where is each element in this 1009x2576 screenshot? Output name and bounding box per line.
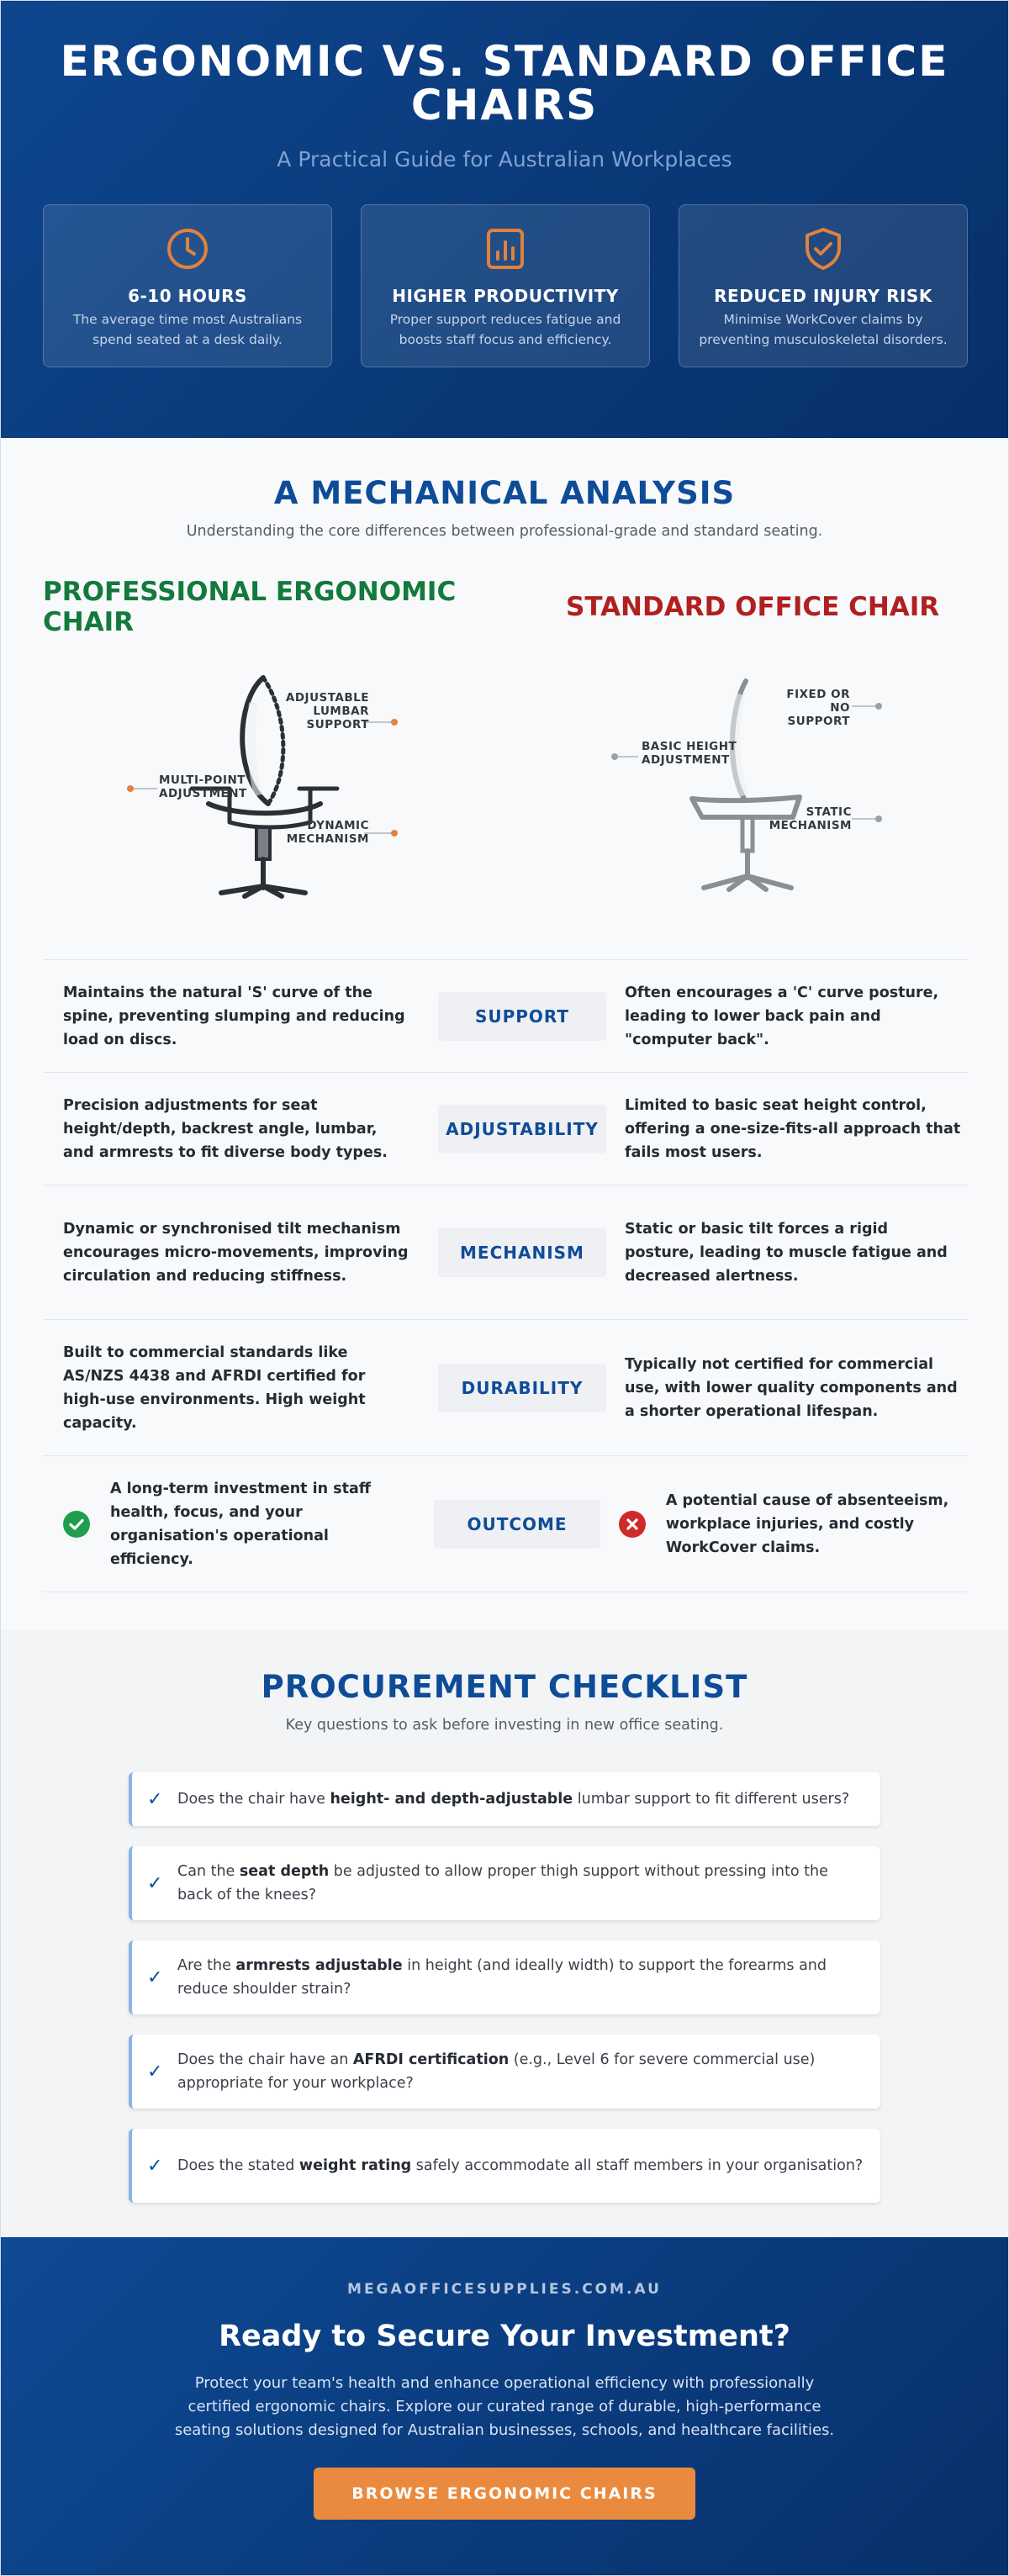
x-circle-icon (619, 1511, 646, 1538)
category-label: ADJUSTABILITY (438, 1105, 606, 1153)
comparison-row-durability (43, 1319, 968, 1455)
analysis-section (1, 438, 1008, 1630)
stat-desc: Proper support reduces fatigue and boosts staff focus and efficiency. (389, 312, 621, 347)
pro-chair-heading: PROFESSIONAL ERGONOMIC CHAIR (43, 577, 457, 637)
comparison-row-mechanism (43, 1185, 968, 1319)
stat-title: HIGHER PRODUCTIVITY (392, 286, 619, 306)
stat-title: 6-10 HOURS (128, 286, 247, 306)
check-icon: ✓ (147, 1788, 163, 1810)
clock-icon (164, 225, 211, 272)
stat-card-productivity (361, 204, 650, 367)
shield-check-icon (800, 225, 847, 272)
stat-card-hours (43, 204, 332, 367)
pro-support-text: Maintains the natural 'S' curve of the spine, preventing slumping and reducing load on discs. (63, 984, 405, 1048)
checklist-title: PROCUREMENT CHECKLIST (261, 1669, 748, 1705)
std-chair-heading: STANDARD OFFICE CHAIR (566, 592, 940, 622)
cta-title: Ready to Secure Your Investment? (219, 2320, 790, 2353)
pro-adjustability-text: Precision adjustments for seat height/depth, backrest angle, lumbar, and armrests to fit diverse body types. (63, 1096, 388, 1161)
pro-outcome (43, 1477, 407, 1571)
check-icon: ✓ (147, 1966, 163, 1988)
category-label: SUPPORT (438, 992, 606, 1041)
check-icon: ✓ (147, 2155, 163, 2177)
checklist-item (129, 1846, 880, 1920)
analysis-subtitle: Understanding the core differences between professional-grade and standard seating. (186, 523, 823, 540)
pro-mechanism-text: Dynamic or synchronised tilt mechanism encourages micro-movements, improving circulation and reducing stiffness. (63, 1220, 409, 1285)
chair-diagrams (1, 644, 1008, 935)
pro-label-lumbar: ADJUSTABLE LUMBAR SUPPORT (285, 691, 369, 731)
std-durability-text: Typically not certified for commercial use, with lower quality components and a shorter operational lifespan. (625, 1355, 958, 1420)
stat-cards (43, 204, 968, 367)
stat-desc: The average time most Australians spend seated at a desk daily. (72, 312, 303, 347)
stat-title: REDUCED INJURY RISK (714, 286, 932, 306)
category-label: MECHANISM (438, 1228, 606, 1277)
pro-label-mechanism: DYNAMIC MECHANISM (286, 819, 369, 846)
comparison-table (43, 959, 968, 1592)
checklist-item-text: Does the chair have an AFRDI certification (e.g., Level 6 for severe commercial use) appropriate for your workplace? (177, 2051, 816, 2092)
chair-headings (1, 577, 1008, 644)
std-support-text: Often encourages a 'C' curve posture, leading to lower back pain and "computer back". (625, 984, 939, 1048)
category-label: DURABILITY (438, 1364, 606, 1412)
checklist-item (129, 1940, 880, 2014)
browse-chairs-button[interactable]: BROWSE ERGONOMIC CHAIRS (314, 2468, 695, 2520)
comparison-row-adjustability (43, 1072, 968, 1185)
category-label: OUTCOME (434, 1500, 600, 1549)
pro-durability-text: Built to commercial standards like AS/NZS 4438 and AFRDI certified for high-use environments. High weight capacity. (63, 1343, 366, 1432)
comparison-row-outcome (43, 1455, 968, 1592)
check-circle-icon (63, 1511, 90, 1538)
page-subtitle: A Practical Guide for Australian Workplaces (277, 147, 732, 172)
checklist-item-text: Can the seat depth be adjusted to allow proper thigh support without pressing into the back of the knees? (177, 1863, 828, 1903)
checklist-list (129, 1772, 880, 2203)
std-outcome-text: A potential cause of absenteeism, workplace injuries, and costly WorkCover claims. (665, 1491, 949, 1556)
std-label-support: FIXED OR NO SUPPORT (786, 688, 850, 728)
comparison-row-support (43, 959, 968, 1072)
stat-card-injury (679, 204, 968, 367)
pro-outcome-text: A long-term investment in staff health, focus, and your organisation's operational efficiency. (110, 1480, 371, 1568)
bar-chart-icon (482, 225, 529, 272)
hero-section (1, 1, 1008, 438)
std-label-height: BASIC HEIGHT ADJUSTMENT (642, 740, 737, 767)
chair-illustrations (1, 644, 1009, 935)
check-icon: ✓ (147, 1872, 163, 1894)
checklist-item (129, 1772, 880, 1826)
analysis-title: A MECHANICAL ANALYSIS (273, 475, 736, 511)
checklist-item-text: Does the chair have height- and depth-adjustable lumbar support to fit different users? (177, 1791, 850, 1808)
checklist-item-text: Does the stated weight rating safely accommodate all staff members in your organisation? (177, 2157, 864, 2174)
std-adjustability-text: Limited to basic seat height control, offering a one-size-fits-all approach that fails most users. (625, 1096, 961, 1161)
check-icon: ✓ (147, 2061, 163, 2082)
checklist-item-text: Are the armrests adjustable in height (and ideally width) to support the forearms and reduce shoulder strain? (177, 1957, 827, 1998)
checklist-item (129, 2035, 880, 2109)
std-label-mechanism: STATIC MECHANISM (769, 805, 852, 832)
page-title: ERGONOMIC VS. STANDARD OFFICE CHAIRS (60, 37, 949, 129)
cta-section (1, 2237, 1008, 2576)
checklist-subtitle: Key questions to ask before investing in new office seating. (285, 1717, 724, 1734)
checklist-section (1, 1630, 1008, 2237)
checklist-item (129, 2129, 880, 2203)
std-outcome (619, 1489, 968, 1560)
stat-desc: Minimise WorkCover claims by preventing musculoskeletal disorders. (699, 312, 948, 347)
std-mechanism-text: Static or basic tilt forces a rigid posture, leading to muscle fatigue and decreased alertness. (625, 1220, 948, 1285)
site-domain: MEGAOFFICESUPPLIES.COM.AU (347, 2281, 662, 2298)
cta-description: Protect your team's health and enhance operational efficiency with professionally certified ergonomic chairs. Explore our curated range of durable, high-performance seating solutions designed for Australian businesses, schools, and healthcare facilities. (174, 2374, 835, 2439)
pro-label-multipoint: MULTI-POINT ADJUSTMENT (159, 773, 247, 800)
